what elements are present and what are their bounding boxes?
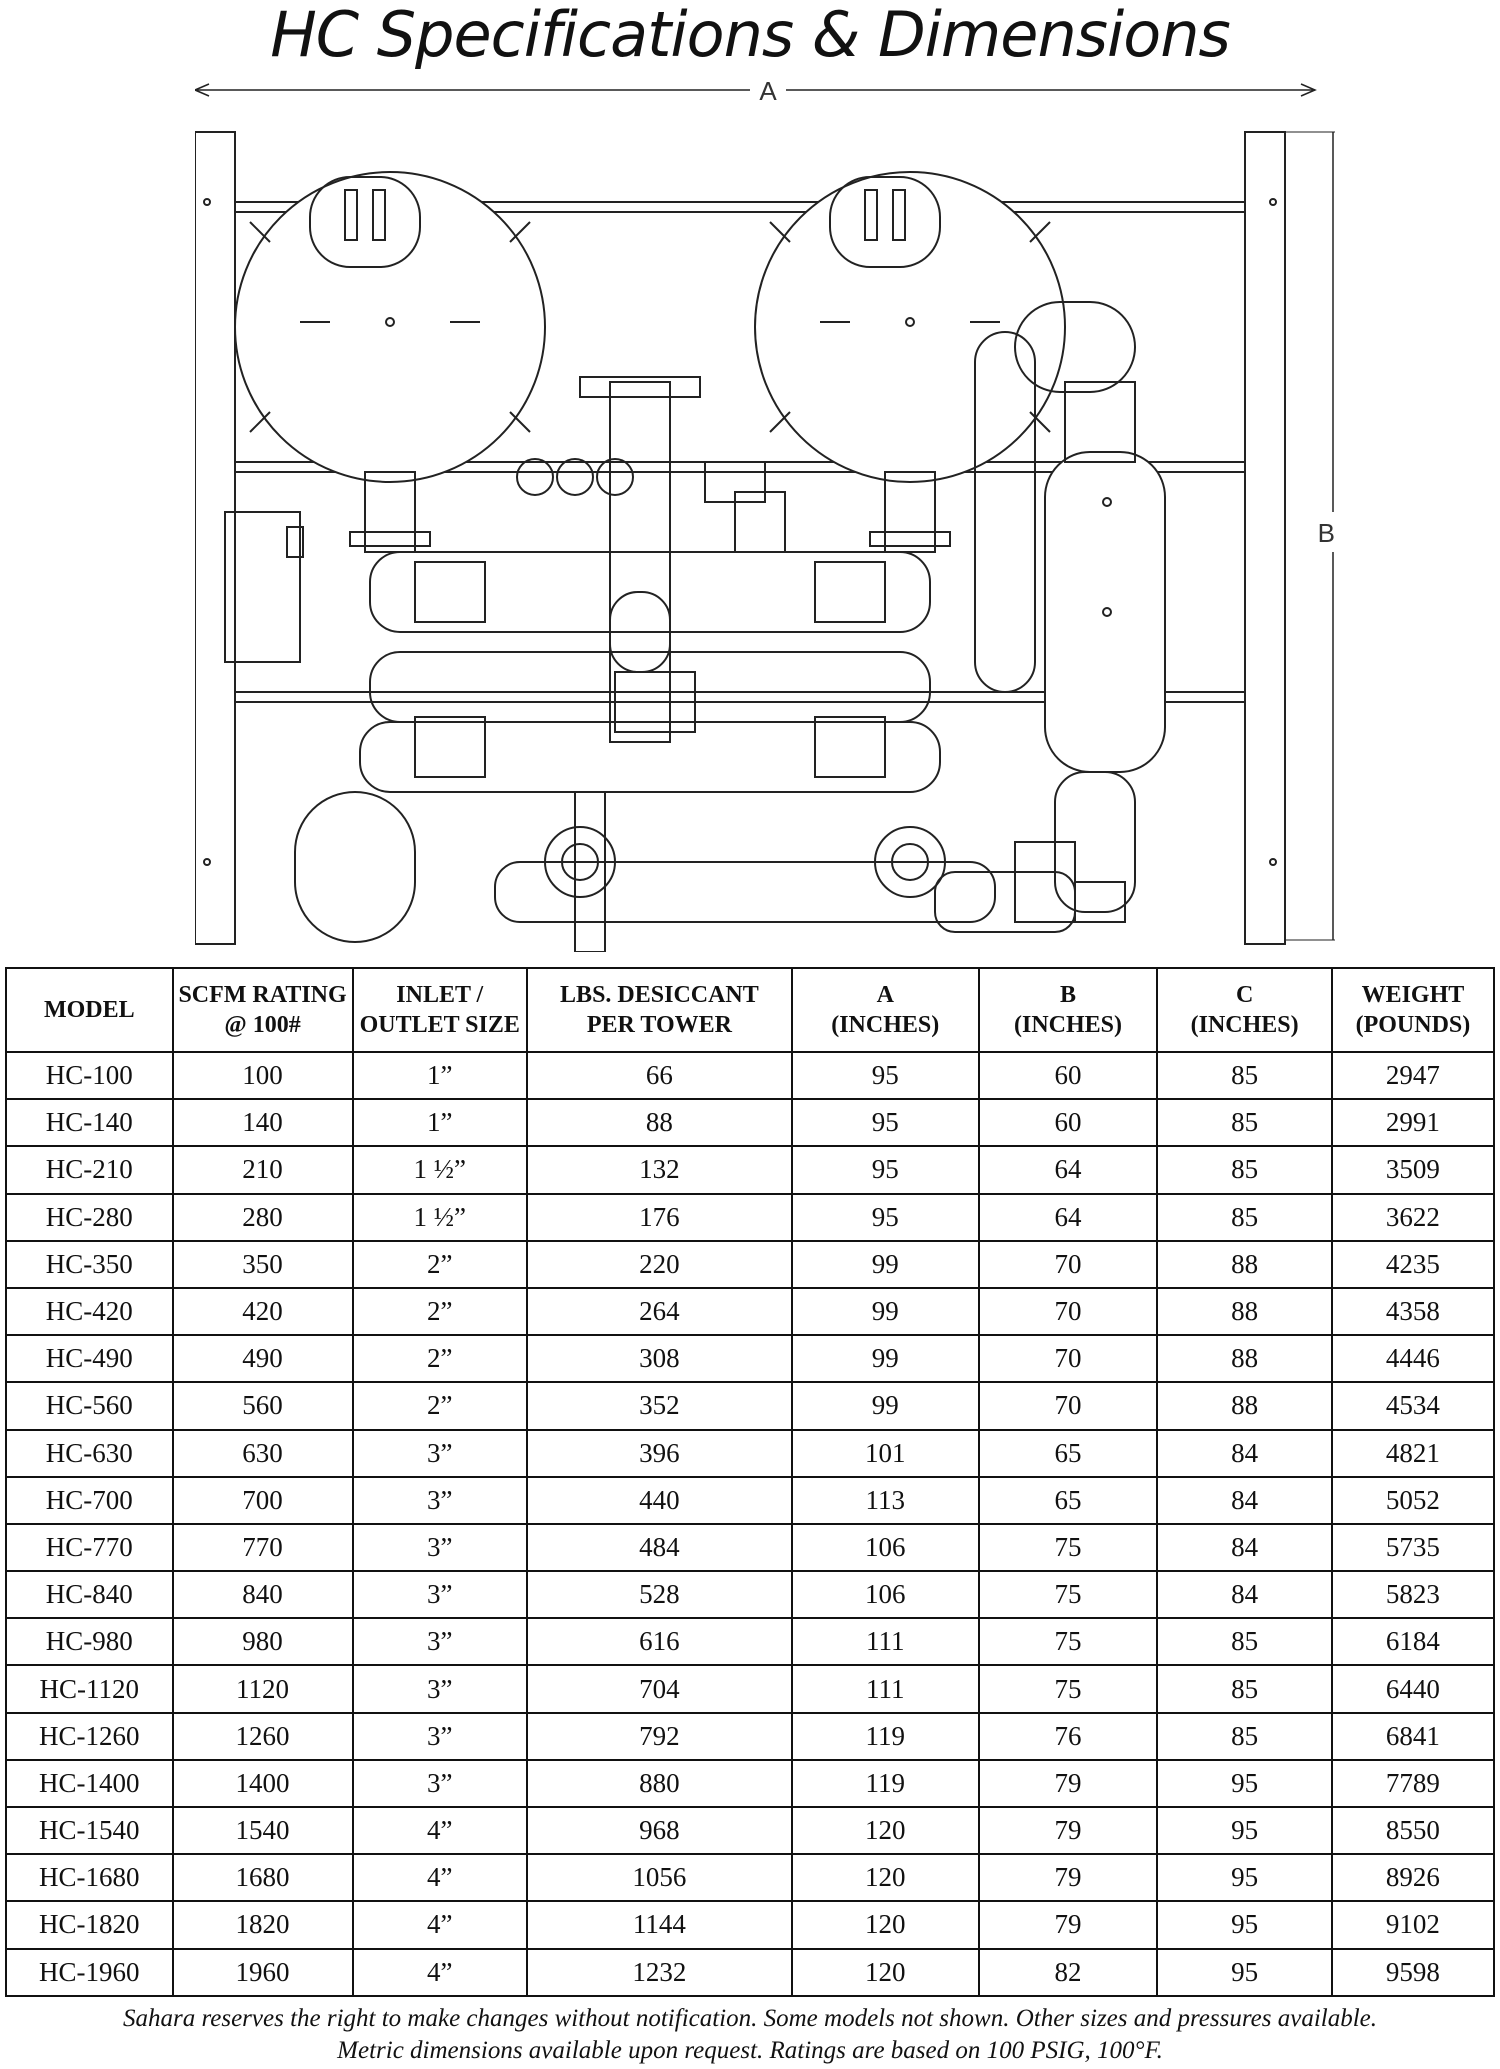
- cell-a-inches: 99: [792, 1335, 979, 1382]
- cell-inlet-outlet-size: 3”: [353, 1618, 527, 1665]
- cell-weight: 3509: [1332, 1146, 1494, 1193]
- cell-model: HC-490: [6, 1335, 173, 1382]
- cell-c-inches: 95: [1157, 1807, 1331, 1854]
- cell-weight: 9102: [1332, 1901, 1494, 1948]
- cell-lbs-desiccant: 66: [527, 1052, 792, 1099]
- cell-c-inches: 85: [1157, 1665, 1331, 1712]
- cell-lbs-desiccant: 528: [527, 1571, 792, 1618]
- cell-a-inches: 111: [792, 1665, 979, 1712]
- table-header-row: [6, 968, 1494, 1052]
- cell-inlet-outlet-size: 1 ½”: [353, 1146, 527, 1193]
- cell-b-inches: 75: [979, 1524, 1158, 1571]
- cell-a-inches: 120: [792, 1901, 979, 1948]
- cell-a-inches: 113: [792, 1477, 979, 1524]
- specifications-table: [5, 967, 1495, 1997]
- cell-inlet-outlet-size: 3”: [353, 1665, 527, 1712]
- table-row: [6, 1430, 1494, 1477]
- cell-scfm-rating: 420: [173, 1288, 353, 1335]
- dimension-b: [1285, 132, 1335, 940]
- cell-weight: 5052: [1332, 1477, 1494, 1524]
- cell-weight: 3622: [1332, 1194, 1494, 1241]
- table-body: [6, 1052, 1494, 1996]
- cell-c-inches: 88: [1157, 1382, 1331, 1429]
- cell-model: HC-770: [6, 1524, 173, 1571]
- cell-model: HC-1960: [6, 1949, 173, 1996]
- cell-model: HC-560: [6, 1382, 173, 1429]
- cell-b-inches: 60: [979, 1099, 1158, 1146]
- table-row: [6, 1901, 1494, 1948]
- cell-lbs-desiccant: 792: [527, 1713, 792, 1760]
- cell-weight: 4534: [1332, 1382, 1494, 1429]
- cell-lbs-desiccant: 1232: [527, 1949, 792, 1996]
- cell-c-inches: 84: [1157, 1477, 1331, 1524]
- cell-scfm-rating: 1540: [173, 1807, 353, 1854]
- cell-b-inches: 70: [979, 1288, 1158, 1335]
- cell-scfm-rating: 1680: [173, 1854, 353, 1901]
- cell-weight: 2947: [1332, 1052, 1494, 1099]
- cell-lbs-desiccant: 440: [527, 1477, 792, 1524]
- cell-c-inches: 85: [1157, 1146, 1331, 1193]
- cell-b-inches: 79: [979, 1807, 1158, 1854]
- cell-model: HC-210: [6, 1146, 173, 1193]
- cell-model: HC-1680: [6, 1854, 173, 1901]
- cell-weight: 7789: [1332, 1760, 1494, 1807]
- cell-b-inches: 75: [979, 1571, 1158, 1618]
- cell-a-inches: 95: [792, 1052, 979, 1099]
- cell-scfm-rating: 210: [173, 1146, 353, 1193]
- cell-b-inches: 70: [979, 1335, 1158, 1382]
- cell-c-inches: 85: [1157, 1099, 1331, 1146]
- cell-scfm-rating: 630: [173, 1430, 353, 1477]
- cell-a-inches: 120: [792, 1949, 979, 1996]
- cell-c-inches: 85: [1157, 1052, 1331, 1099]
- cell-b-inches: 79: [979, 1854, 1158, 1901]
- cell-b-inches: 75: [979, 1618, 1158, 1665]
- col-header-lbs-desiccant: LBS. DESICCANT PER TOWER: [527, 968, 792, 1052]
- cell-scfm-rating: 700: [173, 1477, 353, 1524]
- cell-a-inches: 95: [792, 1099, 979, 1146]
- cell-b-inches: 75: [979, 1665, 1158, 1712]
- cell-scfm-rating: 350: [173, 1241, 353, 1288]
- cell-c-inches: 84: [1157, 1524, 1331, 1571]
- cell-c-inches: 85: [1157, 1194, 1331, 1241]
- table-row: [6, 1524, 1494, 1571]
- table-row: [6, 1335, 1494, 1382]
- table-row: [6, 1099, 1494, 1146]
- cell-lbs-desiccant: 264: [527, 1288, 792, 1335]
- table-row: [6, 1194, 1494, 1241]
- footer-note: Metric dimensions available upon request. Ratings are based on 100 PSIG, 100°F.: [337, 2037, 1163, 2064]
- cell-model: HC-100: [6, 1052, 173, 1099]
- cell-lbs-desiccant: 308: [527, 1335, 792, 1382]
- cell-lbs-desiccant: 1144: [527, 1901, 792, 1948]
- cell-model: HC-1400: [6, 1760, 173, 1807]
- table-row: [6, 1477, 1494, 1524]
- cell-c-inches: 85: [1157, 1713, 1331, 1760]
- cell-a-inches: 95: [792, 1194, 979, 1241]
- cell-model: HC-1120: [6, 1665, 173, 1712]
- table-row: [6, 1052, 1494, 1099]
- cell-inlet-outlet-size: 4”: [353, 1854, 527, 1901]
- cell-scfm-rating: 1400: [173, 1760, 353, 1807]
- cell-inlet-outlet-size: 4”: [353, 1807, 527, 1854]
- cell-weight: 8550: [1332, 1807, 1494, 1854]
- dimension-a-label: A: [759, 76, 777, 106]
- col-header-weight: WEIGHT (POUNDS): [1332, 968, 1494, 1052]
- page-title: HC Specifications & Dimensions: [270, 0, 1230, 71]
- cell-c-inches: 95: [1157, 1949, 1331, 1996]
- cell-b-inches: 79: [979, 1901, 1158, 1948]
- cell-lbs-desiccant: 1056: [527, 1854, 792, 1901]
- col-header-inlet-outlet-size: INLET / OUTLET SIZE: [353, 968, 527, 1052]
- table-row: [6, 1713, 1494, 1760]
- cell-inlet-outlet-size: 3”: [353, 1477, 527, 1524]
- cell-c-inches: 95: [1157, 1760, 1331, 1807]
- cell-a-inches: 120: [792, 1807, 979, 1854]
- cell-a-inches: 111: [792, 1618, 979, 1665]
- cell-inlet-outlet-size: 2”: [353, 1241, 527, 1288]
- footer-disclaimer: Sahara reserves the right to make changes without notification. Some models not shown. Other sizes and pressures available.: [122, 2005, 1378, 2032]
- cell-b-inches: 65: [979, 1477, 1158, 1524]
- cell-scfm-rating: 1960: [173, 1949, 353, 1996]
- cell-b-inches: 76: [979, 1713, 1158, 1760]
- cell-lbs-desiccant: 704: [527, 1665, 792, 1712]
- cell-a-inches: 106: [792, 1571, 979, 1618]
- cell-b-inches: 79: [979, 1760, 1158, 1807]
- cell-c-inches: 95: [1157, 1901, 1331, 1948]
- cell-inlet-outlet-size: 2”: [353, 1382, 527, 1429]
- col-header-scfm-rating: SCFM RATING @ 100#: [173, 968, 353, 1052]
- cell-c-inches: 84: [1157, 1571, 1331, 1618]
- cell-inlet-outlet-size: 1 ½”: [353, 1194, 527, 1241]
- dimension-b-label: B: [1317, 518, 1335, 548]
- cell-a-inches: 119: [792, 1760, 979, 1807]
- cell-c-inches: 84: [1157, 1430, 1331, 1477]
- cell-b-inches: 70: [979, 1241, 1158, 1288]
- cell-weight: 4821: [1332, 1430, 1494, 1477]
- col-header-b-inches: B (INCHES): [979, 968, 1158, 1052]
- col-header-model: MODEL: [6, 968, 173, 1052]
- cell-weight: 8926: [1332, 1854, 1494, 1901]
- cell-weight: 6184: [1332, 1618, 1494, 1665]
- table-row: [6, 1665, 1494, 1712]
- cell-model: HC-1820: [6, 1901, 173, 1948]
- col-header-a-inches: A (INCHES): [792, 968, 979, 1052]
- cell-weight: 6841: [1332, 1713, 1494, 1760]
- cell-a-inches: 95: [792, 1146, 979, 1193]
- cell-model: HC-420: [6, 1288, 173, 1335]
- cell-weight: 6440: [1332, 1665, 1494, 1712]
- table-row: [6, 1382, 1494, 1429]
- cell-b-inches: 60: [979, 1052, 1158, 1099]
- cell-lbs-desiccant: 484: [527, 1524, 792, 1571]
- cell-weight: 4358: [1332, 1288, 1494, 1335]
- cell-a-inches: 106: [792, 1524, 979, 1571]
- cell-weight: 5735: [1332, 1524, 1494, 1571]
- cell-scfm-rating: 980: [173, 1618, 353, 1665]
- cell-scfm-rating: 840: [173, 1571, 353, 1618]
- cell-scfm-rating: 100: [173, 1052, 353, 1099]
- cell-scfm-rating: 1820: [173, 1901, 353, 1948]
- table-row: [6, 1571, 1494, 1618]
- col-header-c-inches: C (INCHES): [1157, 968, 1331, 1052]
- cell-scfm-rating: 490: [173, 1335, 353, 1382]
- cell-b-inches: 64: [979, 1146, 1158, 1193]
- cell-b-inches: 64: [979, 1194, 1158, 1241]
- cell-weight: 4446: [1332, 1335, 1494, 1382]
- cell-weight: 2991: [1332, 1099, 1494, 1146]
- cell-model: HC-630: [6, 1430, 173, 1477]
- cell-a-inches: 99: [792, 1288, 979, 1335]
- cell-inlet-outlet-size: 2”: [353, 1335, 527, 1382]
- table-row: [6, 1288, 1494, 1335]
- cell-scfm-rating: 770: [173, 1524, 353, 1571]
- cell-model: HC-140: [6, 1099, 173, 1146]
- cell-model: HC-280: [6, 1194, 173, 1241]
- cell-inlet-outlet-size: 3”: [353, 1760, 527, 1807]
- cell-model: HC-700: [6, 1477, 173, 1524]
- cell-b-inches: 65: [979, 1430, 1158, 1477]
- cell-lbs-desiccant: 176: [527, 1194, 792, 1241]
- cell-lbs-desiccant: 88: [527, 1099, 792, 1146]
- cell-model: HC-1260: [6, 1713, 173, 1760]
- cell-scfm-rating: 1260: [173, 1713, 353, 1760]
- cell-c-inches: 88: [1157, 1288, 1331, 1335]
- cell-model: HC-840: [6, 1571, 173, 1618]
- cell-lbs-desiccant: 396: [527, 1430, 792, 1477]
- cell-weight: 9598: [1332, 1949, 1494, 1996]
- cell-inlet-outlet-size: 3”: [353, 1713, 527, 1760]
- cell-a-inches: 120: [792, 1854, 979, 1901]
- cell-lbs-desiccant: 616: [527, 1618, 792, 1665]
- cell-scfm-rating: 1120: [173, 1665, 353, 1712]
- cell-inlet-outlet-size: 4”: [353, 1901, 527, 1948]
- cell-scfm-rating: 140: [173, 1099, 353, 1146]
- cell-c-inches: 85: [1157, 1618, 1331, 1665]
- cell-a-inches: 119: [792, 1713, 979, 1760]
- table-row: [6, 1618, 1494, 1665]
- cell-b-inches: 70: [979, 1382, 1158, 1429]
- cell-inlet-outlet-size: 3”: [353, 1430, 527, 1477]
- cell-lbs-desiccant: 220: [527, 1241, 792, 1288]
- cell-a-inches: 99: [792, 1382, 979, 1429]
- cell-inlet-outlet-size: 1”: [353, 1052, 527, 1099]
- table-row: [6, 1949, 1494, 1996]
- dryer-technical-drawing: [195, 72, 1335, 952]
- cell-lbs-desiccant: 132: [527, 1146, 792, 1193]
- cell-lbs-desiccant: 968: [527, 1807, 792, 1854]
- cell-lbs-desiccant: 880: [527, 1760, 792, 1807]
- cell-weight: 5823: [1332, 1571, 1494, 1618]
- cell-scfm-rating: 280: [173, 1194, 353, 1241]
- cell-scfm-rating: 560: [173, 1382, 353, 1429]
- cell-c-inches: 88: [1157, 1241, 1331, 1288]
- cell-model: HC-980: [6, 1618, 173, 1665]
- cell-inlet-outlet-size: 3”: [353, 1524, 527, 1571]
- table-row: [6, 1854, 1494, 1901]
- cell-inlet-outlet-size: 4”: [353, 1949, 527, 1996]
- table-row: [6, 1807, 1494, 1854]
- table-row: [6, 1146, 1494, 1193]
- cell-b-inches: 82: [979, 1949, 1158, 1996]
- cell-a-inches: 99: [792, 1241, 979, 1288]
- cell-c-inches: 88: [1157, 1335, 1331, 1382]
- dimension-a: [195, 76, 1315, 106]
- cell-inlet-outlet-size: 3”: [353, 1571, 527, 1618]
- cell-c-inches: 95: [1157, 1854, 1331, 1901]
- cell-a-inches: 101: [792, 1430, 979, 1477]
- cell-inlet-outlet-size: 2”: [353, 1288, 527, 1335]
- cell-model: HC-350: [6, 1241, 173, 1288]
- table-row: [6, 1241, 1494, 1288]
- cell-inlet-outlet-size: 1”: [353, 1099, 527, 1146]
- cell-weight: 4235: [1332, 1241, 1494, 1288]
- cell-model: HC-1540: [6, 1807, 173, 1854]
- table-row: [6, 1760, 1494, 1807]
- cell-lbs-desiccant: 352: [527, 1382, 792, 1429]
